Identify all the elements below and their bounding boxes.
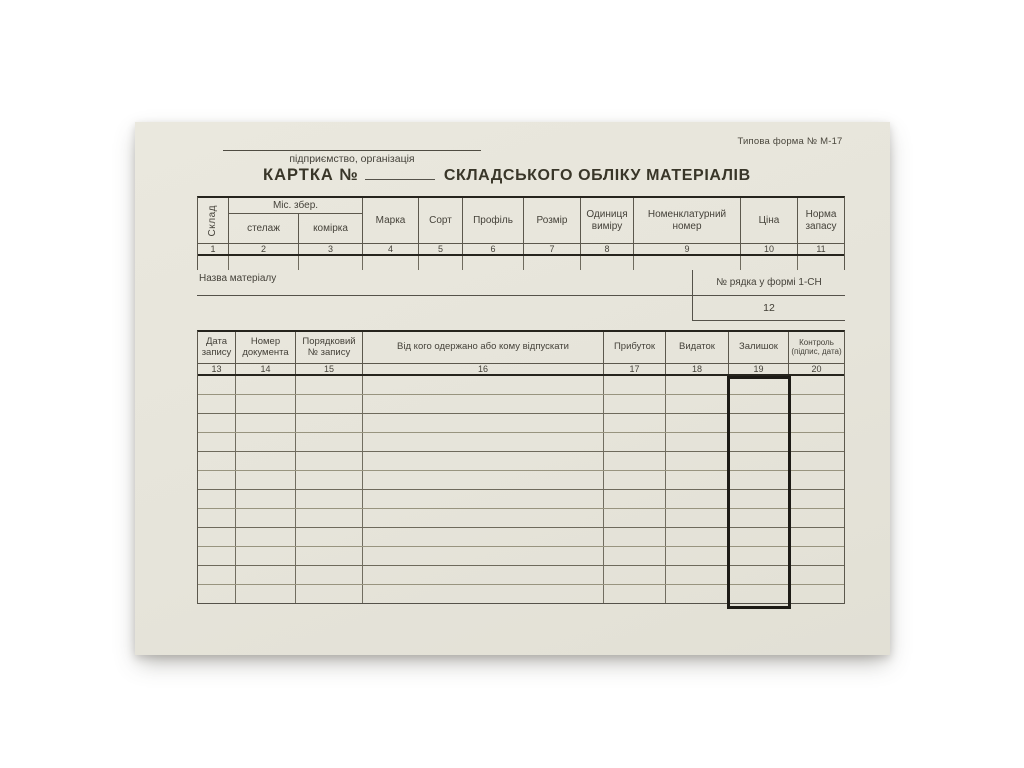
ledger-cell	[604, 490, 666, 508]
ledger-cell	[363, 490, 604, 508]
col-number: 11	[816, 244, 826, 254]
ledger-row	[198, 395, 844, 414]
col-number: 19	[729, 364, 789, 374]
ledger-cell	[789, 452, 844, 470]
col-number: 13	[198, 364, 236, 374]
col-marka: Марка	[363, 198, 419, 243]
col-number: 18	[666, 364, 729, 374]
ledger-cell	[604, 547, 666, 565]
ledger-cell	[666, 585, 729, 603]
ledger-row	[198, 585, 844, 604]
ledger-row	[198, 566, 844, 585]
ledger-cell	[789, 471, 844, 489]
ledger-row	[198, 528, 844, 547]
col-number: 4	[363, 244, 419, 254]
ledger-cell	[604, 528, 666, 546]
ledger-cell	[198, 471, 236, 489]
ledger-cell	[604, 471, 666, 489]
ledger-cell	[789, 528, 844, 546]
ledger-cell	[363, 509, 604, 527]
material-name-label: Назва матеріалу	[199, 273, 277, 284]
ledger-cell	[363, 395, 604, 413]
ledger-cell	[666, 547, 729, 565]
spec-table-number-row	[198, 244, 844, 256]
ledger-cell	[789, 585, 844, 603]
ledger-cell	[729, 490, 789, 508]
ledger-cell	[729, 566, 789, 584]
col-number: 5	[419, 244, 463, 254]
ledger-cell	[729, 376, 789, 394]
ledger-cell	[296, 395, 363, 413]
ledger-cell	[604, 433, 666, 451]
spec-empty-cell	[741, 256, 798, 270]
material-name-section	[197, 270, 845, 321]
ledger-cell	[198, 585, 236, 603]
spec-empty-cell	[581, 256, 634, 270]
col-norma-zapasu: Норма запасу	[805, 209, 837, 232]
ledger-cell	[296, 414, 363, 432]
title-card-number: КАРТКА №	[263, 166, 359, 184]
col-poriadkovyi-zapysu: Порядковий № запису	[296, 332, 363, 363]
ledger-cell	[198, 452, 236, 470]
ledger-cell	[296, 528, 363, 546]
col-number: 16	[363, 364, 604, 374]
ledger-cell	[789, 547, 844, 565]
ledger-cell	[363, 585, 604, 603]
ledger-cell	[729, 433, 789, 451]
col-number: 7	[524, 244, 581, 254]
ledger-cell	[604, 376, 666, 394]
col-prybutok: Прибуток	[604, 332, 666, 363]
ledger-cell	[789, 433, 844, 451]
ledger-cell	[604, 509, 666, 527]
ledger-cell	[236, 585, 296, 603]
ledger-cell	[198, 414, 236, 432]
ledger-cell	[363, 376, 604, 394]
ledger-cell	[729, 452, 789, 470]
ledger-cell	[666, 509, 729, 527]
ledger-cell	[198, 528, 236, 546]
ledger-row	[198, 414, 844, 433]
ledger-table-number-row	[198, 364, 844, 376]
spec-empty-cell	[299, 256, 363, 270]
ledger-cell	[666, 471, 729, 489]
ledger-cell	[296, 433, 363, 451]
ledger-cell	[666, 433, 729, 451]
ledger-cell	[604, 414, 666, 432]
ledger-cell	[666, 376, 729, 394]
col-sklad: Склад	[198, 198, 229, 243]
col-number: 10	[741, 244, 798, 254]
col-odynytsia-vymiru: Одиниця виміру	[581, 198, 634, 243]
ledger-cell	[296, 566, 363, 584]
ledger-cell	[666, 490, 729, 508]
form-code-label: Типова форма № М-17	[737, 136, 843, 147]
ledger-cell	[296, 490, 363, 508]
col-data-zapysu: Дата запису	[198, 332, 236, 363]
ledger-cell	[789, 414, 844, 432]
col-zalyshok: Залишок	[729, 332, 789, 363]
ledger-body	[198, 376, 844, 604]
ledger-row	[198, 490, 844, 509]
col-number: 6	[463, 244, 524, 254]
ledger-cell	[363, 566, 604, 584]
spec-table-empty-row	[198, 256, 844, 270]
spec-empty-cell	[419, 256, 463, 270]
ledger-cell	[666, 414, 729, 432]
spec-empty-cell	[798, 256, 844, 270]
col-number: 9	[634, 244, 741, 254]
ledger-cell	[198, 433, 236, 451]
ledger-cell	[198, 547, 236, 565]
col-number: 15	[296, 364, 363, 374]
ledger-row	[198, 452, 844, 471]
spec-empty-cell	[463, 256, 524, 270]
col-number: 1	[198, 244, 229, 254]
col-nomer-dokumenta: Номер документа	[236, 332, 296, 363]
col-nomenklaturnyi-nomer: Номенклатурний номер	[634, 198, 741, 243]
ledger-cell	[729, 471, 789, 489]
title-subject: СКЛАДСЬКОГО ОБЛІКУ МАТЕРІАЛІВ	[443, 167, 751, 184]
ledger-cell	[296, 547, 363, 565]
ledger-cell	[296, 471, 363, 489]
ledger-cell	[363, 452, 604, 470]
ledger-cell	[729, 414, 789, 432]
ledger-row	[198, 509, 844, 528]
ledger-row	[198, 376, 844, 395]
form-title	[135, 166, 890, 185]
ledger-cell	[198, 566, 236, 584]
ledger-cell	[198, 509, 236, 527]
col-number: 8	[581, 244, 634, 254]
col-number: 3	[299, 244, 363, 254]
col-sort: Сорт	[419, 198, 463, 243]
material-name-blank	[197, 296, 692, 321]
ledger-cell	[236, 452, 296, 470]
ledger-cell	[363, 528, 604, 546]
ledger-cell	[198, 376, 236, 394]
col-vid-koho-oderzhano: Від кого одержано або кому відпускати	[363, 332, 604, 363]
ledger-cell	[789, 376, 844, 394]
col-number: 14	[236, 364, 296, 374]
ledger-cell	[236, 414, 296, 432]
ledger-cell	[236, 471, 296, 489]
ledger-cell	[363, 471, 604, 489]
ledger-cell	[198, 490, 236, 508]
ledger-table	[197, 330, 845, 604]
card-number-blank	[365, 166, 435, 180]
organization-line	[223, 150, 481, 165]
col-tsina: Ціна	[741, 198, 798, 243]
ledger-cell	[236, 509, 296, 527]
ledger-row	[198, 547, 844, 566]
col-kontrol: Контроль (підпис, дата)	[791, 338, 842, 356]
ledger-cell	[729, 395, 789, 413]
col-profil: Профіль	[463, 198, 524, 243]
ledger-row	[198, 471, 844, 490]
ledger-cell	[789, 566, 844, 584]
organization-label: підприємство, організація	[289, 153, 415, 165]
ledger-cell	[236, 433, 296, 451]
spec-empty-cell	[198, 256, 229, 270]
col-stelazh: стелаж	[229, 214, 299, 243]
form-1sn-row-value: 12	[692, 296, 845, 321]
ledger-cell	[666, 452, 729, 470]
warehouse-card-form	[135, 122, 890, 655]
ledger-table-header	[198, 332, 844, 364]
ledger-cell	[363, 433, 604, 451]
col-number: 20	[811, 364, 822, 374]
spec-empty-cell	[229, 256, 299, 270]
ledger-cell	[296, 376, 363, 394]
ledger-cell	[604, 395, 666, 413]
col-number: 2	[229, 244, 299, 254]
col-number: 17	[604, 364, 666, 374]
ledger-cell	[729, 528, 789, 546]
ledger-cell	[729, 585, 789, 603]
col-komirka: комірка	[313, 223, 348, 234]
ledger-cell	[729, 509, 789, 527]
ledger-row	[198, 433, 844, 452]
ledger-cell	[363, 547, 604, 565]
ledger-cell	[604, 566, 666, 584]
spec-table-header	[198, 198, 844, 244]
col-group-mis-zber	[229, 198, 363, 243]
ledger-cell	[666, 528, 729, 546]
ledger-cell	[604, 452, 666, 470]
ledger-cell	[789, 395, 844, 413]
col-vydatok: Видаток	[666, 332, 729, 363]
ledger-cell	[789, 490, 844, 508]
ledger-cell	[296, 585, 363, 603]
ledger-cell	[296, 452, 363, 470]
spec-empty-cell	[634, 256, 741, 270]
ledger-cell	[296, 509, 363, 527]
ledger-cell	[236, 376, 296, 394]
ledger-cell	[236, 528, 296, 546]
ledger-cell	[729, 547, 789, 565]
ledger-cell	[363, 414, 604, 432]
ledger-cell	[236, 395, 296, 413]
ledger-cell	[236, 547, 296, 565]
col-rozmir: Розмір	[524, 198, 581, 243]
ledger-cell	[236, 490, 296, 508]
spec-empty-cell	[363, 256, 419, 270]
ledger-cell	[666, 395, 729, 413]
ledger-cell	[666, 566, 729, 584]
ledger-cell	[198, 395, 236, 413]
col-mis-zber: Міс. збер.	[229, 198, 362, 214]
spec-empty-cell	[524, 256, 581, 270]
ledger-cell	[236, 566, 296, 584]
spec-table	[197, 196, 845, 270]
ledger-cell	[789, 509, 844, 527]
ledger-cell	[604, 585, 666, 603]
form-1sn-row-label: № рядка у формі 1-СН	[692, 270, 845, 295]
